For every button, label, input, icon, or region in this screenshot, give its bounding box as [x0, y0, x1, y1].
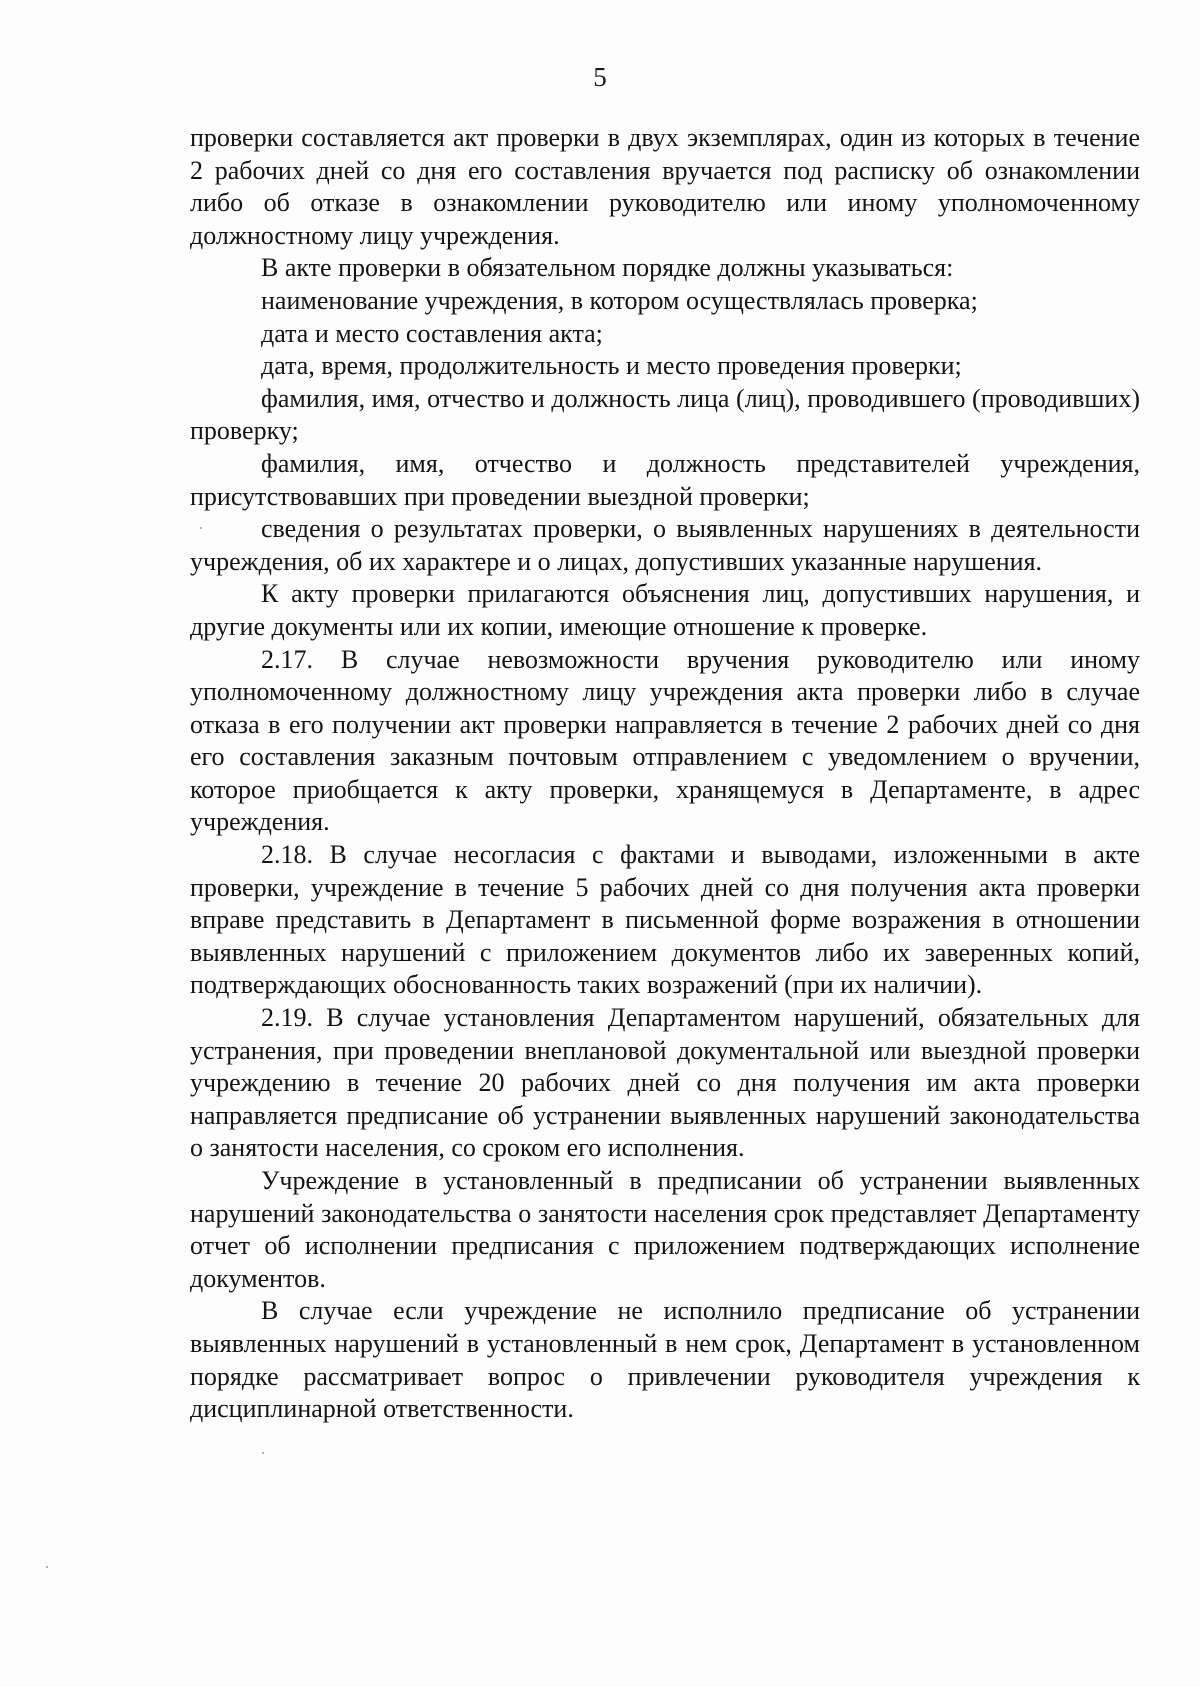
paragraph-disciplinary: В случае если учреждение не исполнило предписание об устранении выявленных нарушений в установленный в нем срок, Департамент в установленном порядке рассматривает вопрос о привлечении руководителя учреждения к дисциплинарной ответственности. [190, 1296, 1140, 1424]
list-item-institution-name: наименование учреждения, в котором осуществлялась проверка; [261, 285, 978, 315]
paragraph-2-18: 2.18. В случае несогласия с фактами и выводами, изложенными в акте проверки, учреждение в течение 5 рабочих дней со дня получения акта проверки вправе представить в Департамент в письменной форме возражения в отношении выявленных нарушений с приложением документов либо их заверенных копий, подтверждающих обоснованность таких возражений (при их наличии). [190, 840, 1140, 1000]
paragraph-continuation: проверки составляется акт проверки в двух экземплярах, один из которых в течение 2 рабочих дней со дня его составления вручается под расписку об ознакомлении либо об отказе в ознакомлении руководителю или иному уполномоченному должностному лицу учреждения. [190, 123, 1140, 250]
document-body [190, 122, 1140, 1426]
paragraph-2-19: 2.19. В случае установления Департаментом нарушений, обязательных для устранения, при проведении внеплановой документальной или выездной проверки учреждению в течение 20 рабочих дней со дня получения им акта проверки направляется предписание об устранении выявленных нарушений законодательства о занятости населения, со сроком его исполнения. [190, 1003, 1140, 1163]
paragraph-attachments: К акту проверки прилагаются объяснения лиц, допустивших нарушения, и другие документы или их копии, имеющие отношение к проверке. [190, 579, 1140, 641]
paragraph-report: Учреждение в установленный в предписании об устранении выявленных нарушений законодательства о занятости населения срок представляет Департаменту отчет об исполнении предписания с приложением подтверждающих исполнение документов. [190, 1166, 1140, 1293]
scan-speck [262, 1452, 264, 1454]
scan-speck [46, 1566, 48, 1568]
paragraph-act-contents-intro: В акте проверки в обязательном порядке должны указываться: [261, 253, 954, 283]
list-item-inspectors: фамилия, имя, отчество и должность лица (лиц), проводившего (проводивших) проверку; [190, 383, 1140, 446]
list-item-inspection-time: дата, время, продолжительность и место проведения проверки; [261, 351, 962, 381]
scan-speck [200, 527, 202, 529]
list-item-results: сведения о результатах проверки, о выявленных нарушениях в деятельности учреждения, об их характере и о лицах, допустивших указанные нарушения. [190, 514, 1140, 576]
paragraph-2-17: 2.17. В случае невозможности вручения руководителю или иному уполномоченному должностному лицу учреждения акта проверки либо в случае отказа в его получении акт проверки направляется в течение 2 рабочих дней со дня его составления заказным почтовым отправлением с уведомлением о вручении, которое приобщается к акту проверки, хранящемуся в Департаменте, в адрес учреждения. [190, 644, 1140, 837]
page-number: 5 [593, 62, 607, 92]
list-item-representatives: фамилия, имя, отчество и должность представителей учреждения, присутствовавших при проведении выездной проверки; [190, 448, 1140, 511]
list-item-date-place: дата и место составления акта; [261, 318, 603, 348]
